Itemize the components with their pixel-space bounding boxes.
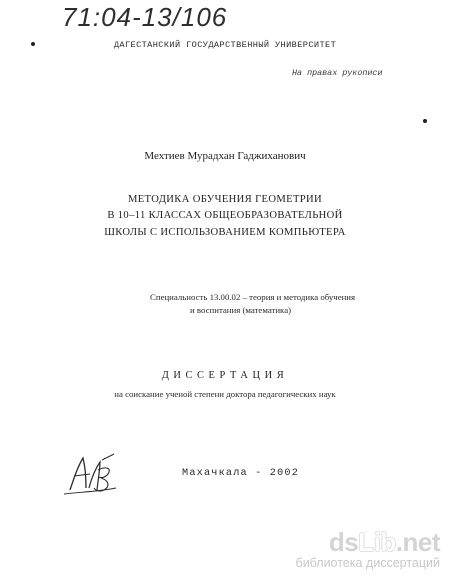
specialty-line: Специальность 13.00.02 – теория и методика обучения <box>150 292 356 302</box>
archive-stamp: 71:04-13/106 <box>62 2 228 32</box>
degree-line: на соискание ученой степени доктора педагогических наук <box>114 389 336 399</box>
title-line: В 10–11 КЛАССАХ ОБЩЕОБРАЗОВАТЕЛЬНОЙ <box>107 210 343 221</box>
dslib-logo: dsLib.net <box>328 527 440 557</box>
watermark-caption: библиотека диссертаций <box>295 556 440 570</box>
title-line: МЕТОДИКА ОБУЧЕНИЯ ГЕОМЕТРИИ <box>127 194 323 205</box>
handwritten-signature <box>56 450 126 505</box>
university-name: ДАГЕСТАНСКИЙ ГОСУДАРСТВЕННЫЙ УНИВЕРСИТЕТ <box>113 40 337 50</box>
manuscript-note: На правах рукописи <box>292 68 383 78</box>
author-name: Мехтиев Мурадхан Гаджиханович <box>144 150 306 162</box>
document-type: ДИССЕРТАЦИЯ <box>161 370 289 381</box>
dslib-watermark <box>296 529 440 570</box>
title-line: ШКОЛЫ С ИСПОЛЬЗОВАНИЕМ КОМПЬЮТЕРА <box>104 227 346 238</box>
place-year: Махачкала - 2002 <box>182 468 300 479</box>
scan-mark <box>423 119 427 123</box>
specialty-line: и воспитания (математика) <box>190 305 292 315</box>
